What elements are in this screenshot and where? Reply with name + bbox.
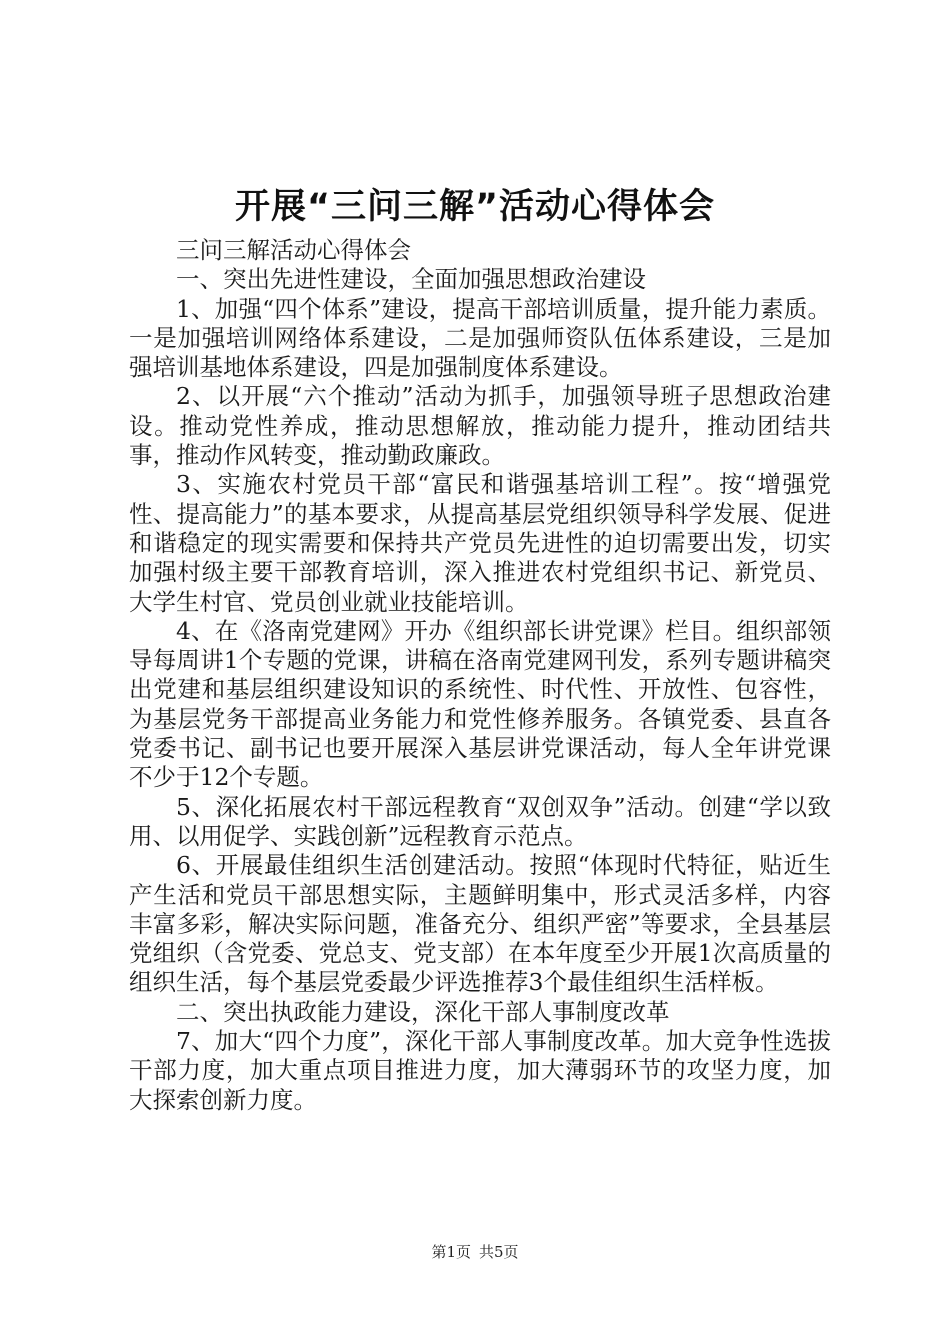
page-number-current: 第1页 (431, 1243, 471, 1261)
section-heading-1: 一、突出先进性建设，全面加强思想政治建设 (176, 265, 646, 294)
paragraph-item-2: 2、以开展“六个推动”活动为抓手，加强领导班子思想政治建设。推动党性养成，推动思想解放，推动能力提升，推动团结共事，推动作风转变，推动勤政廉政。 (129, 382, 831, 470)
section-heading-2: 二、突出执政能力建设，深化干部人事制度改革 (176, 997, 670, 1026)
document-title: 开展“三问三解”活动心得体会 (234, 187, 715, 227)
paragraph-item-3: 3、实施农村党员干部“富民和谐强基培训工程”。按“增强党性、提高能力”的基本要求，从提高基层党组织领导科学发展、促进和谐稳定的现实需要和保持共产党员先进性的迫切需要出发，切实加强村级主要干部教育培训，深入推进农村党组织书记、新党员、大学生村官、党员创业就业技能培训。 (129, 470, 831, 616)
paragraph-item-7: 7、加大“四个力度”，深化干部人事制度改革。加大竞争性选拔干部力度，加大重点项目推进力度，加大薄弱环节的攻坚力度，加大探索创新力度。 (129, 1027, 831, 1114)
page-footer (0, 1242, 950, 1262)
document-body (129, 236, 831, 1115)
paragraph-item-1: 1、加强“四个体系”建设，提高干部培训质量，提升能力素质。一是加强培训网络体系建设，二是加强师资队伍体系建设，三是加强培训基地体系建设，四是加强制度体系建设。 (129, 294, 831, 382)
paragraph-item-4: 4、在《洛南党建网》开办《组织部长讲党课》栏目。组织部领导每周讲1个专题的党课，讲稿在洛南党建网刊发，系列专题讲稿突出党建和基层组织建设知识的系统性、时代性、开放性、包容性，为基层党务干部提高业务能力和党性修养服务。各镇党委、县直各党委书记、副书记也要开展深入基层讲党课活动，每人全年讲党课不少于12个专题。 (129, 616, 831, 792)
paragraph-subtitle: 三问三解活动心得体会 (176, 236, 411, 264)
paragraph-item-5: 5、深化拓展农村干部远程教育“双创双争”活动。创建“学以致用、以用促学、实践创新”远程教育示范点。 (129, 792, 831, 850)
paragraph-item-6: 6、开展最佳组织生活创建活动。按照“体现时代特征，贴近生产生活和党员干部思想实际，主题鲜明集中，形式灵活多样，内容丰富多彩，解决实际问题，准备充分、组织严密”等要求，全县基层党组织（含党委、党总支、党支部）在本年度至少开展1次高质量的组织生活，每个基层党委最少评选推荐3个最佳组织生活样板。 (129, 851, 831, 997)
page-number-total: 共5页 (479, 1243, 519, 1261)
